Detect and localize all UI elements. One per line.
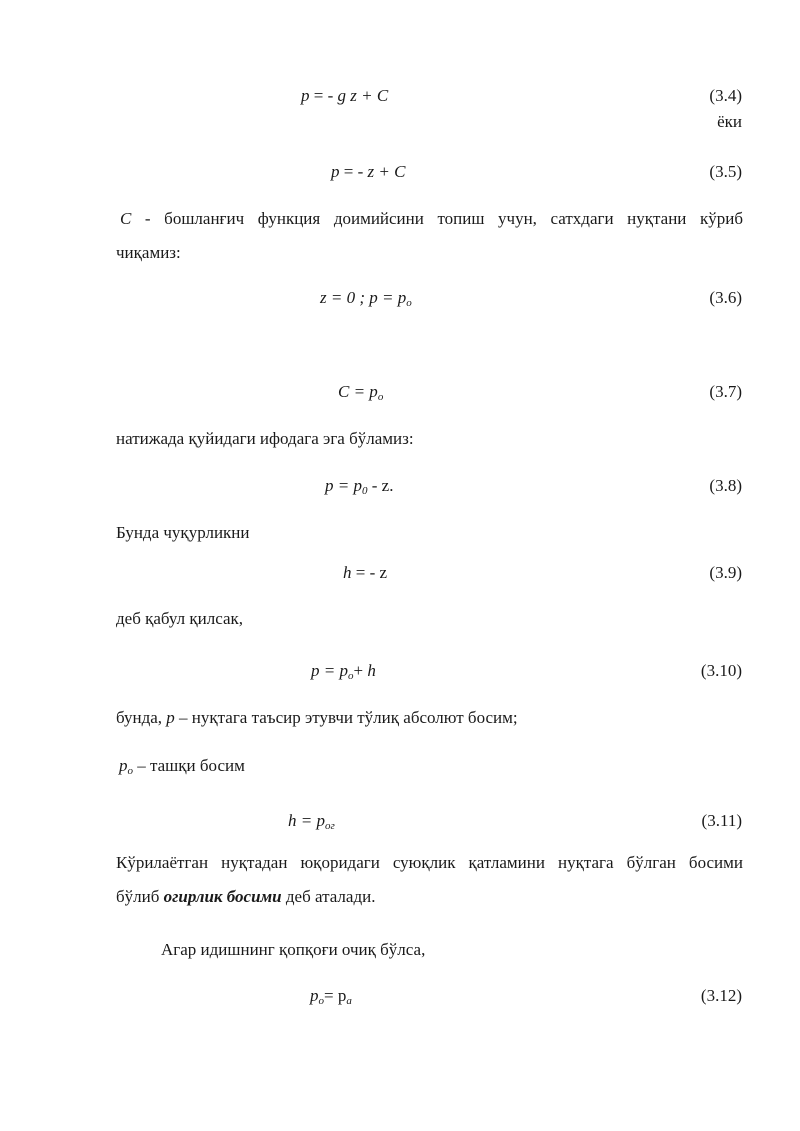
eq-operator: +: [353, 661, 368, 680]
equation-number: (3.11): [701, 811, 742, 830]
eq-body: p = p: [311, 661, 348, 680]
paragraph-constant-c: [116, 202, 743, 270]
eq-symbol-p: p: [301, 86, 310, 105]
eq-body: p: [310, 986, 319, 1005]
equation-3-7: [110, 382, 742, 406]
eq-rest: h: [367, 661, 376, 680]
equation-3-11-formula: [288, 811, 335, 832]
equation-3-5: [110, 162, 742, 186]
equation-3-11: [110, 811, 742, 835]
equation-3-5-formula: [331, 162, 405, 182]
equation-3-7-formula: [338, 382, 383, 403]
text-accept-line: деб қабул қилсак,: [116, 609, 244, 628]
eq-body: C = p: [338, 382, 378, 401]
text-span: бунда,: [116, 708, 167, 727]
equation-3-6: [110, 288, 742, 312]
subscript: oг: [324, 820, 335, 832]
equation-3-8: [110, 476, 742, 500]
equation-number: (3.7): [709, 382, 742, 401]
subscript: 0: [361, 485, 368, 497]
paragraph-line-1: Кўрилаётган нуқтадан юқоридаги суюқлик қатламини нуқтага бўлган босими: [116, 853, 743, 872]
text-span: бўлиб: [116, 887, 164, 906]
symbol-c: C: [120, 209, 132, 228]
paragraph-weight-pressure: [116, 846, 743, 914]
text-span: – ташқи босим: [133, 756, 245, 775]
eq-symbol-p: p: [331, 162, 340, 181]
eq-operator: = p: [324, 986, 347, 1005]
paragraph-line-1: [116, 202, 743, 236]
conjunction-eki: ёки: [717, 112, 742, 131]
eq-body: p = p: [325, 476, 362, 495]
equation-3-4-formula: [301, 86, 388, 106]
eq-rest: z.: [381, 476, 394, 495]
eq-rest: g z + C: [337, 86, 389, 105]
equation-number: (3.10): [700, 661, 742, 680]
equation-3-12: [110, 986, 742, 1010]
eq-rest: = - z: [351, 563, 388, 582]
subscript: o: [347, 670, 354, 682]
eq-operator: = -: [309, 86, 338, 105]
eq-body: h: [343, 563, 352, 582]
text-result-line: натижада қуйидаги ифодага эга бўламиз:: [116, 429, 414, 448]
equation-3-6-formula: [320, 288, 412, 309]
subscript: o: [127, 765, 133, 777]
equation-3-9: [110, 563, 742, 587]
equation-number: (3.6): [709, 288, 742, 307]
paragraph-line-2: [116, 880, 743, 914]
equation-number: (3.8): [709, 476, 742, 495]
equation-number: (3.5): [709, 162, 742, 181]
eq-body: z = 0 ; p = p: [320, 288, 407, 307]
text-span: деб аталади.: [281, 887, 376, 906]
text-span: – нуқтага таъсир этувчи тўлиқ абсолют босим;: [174, 708, 518, 727]
equation-3-8-formula: [325, 476, 393, 497]
eq-body: h = p: [288, 811, 325, 830]
subscript: o: [406, 297, 412, 309]
equation-number: (3.4): [709, 86, 742, 105]
eq-operator: -: [367, 476, 382, 495]
equation-3-10: [110, 661, 742, 685]
subscript: o: [318, 995, 324, 1007]
paragraph-line-2: чиқамиз:: [116, 243, 181, 262]
term-weight-pressure: огирлик босими: [163, 887, 282, 906]
equation-3-10-formula: [311, 661, 376, 682]
eq-operator: = -: [339, 162, 368, 181]
equation-3-12-formula: [310, 986, 352, 1007]
eq-rest: z + C: [367, 162, 406, 181]
equation-number: (3.9): [709, 563, 742, 582]
subscript: a: [346, 995, 352, 1007]
text-depth-line: Бунда чуқурликни: [116, 523, 250, 542]
symbol-p: p: [119, 756, 128, 775]
equation-3-4: [110, 86, 742, 110]
subscript: o: [377, 391, 384, 403]
text-external-pressure: [119, 756, 245, 777]
text-where-p: [116, 708, 518, 728]
symbol-p: p: [166, 708, 175, 727]
equation-3-9-formula: [343, 563, 387, 583]
equation-number: (3.12): [700, 986, 742, 1005]
text-span: - бошланғич функция доимийсини топиш учун, сатхдаги нуқтани кўриб: [131, 209, 743, 228]
text-open-lid: Агар идишнинг қопқоғи очиқ бўлса,: [161, 940, 426, 959]
